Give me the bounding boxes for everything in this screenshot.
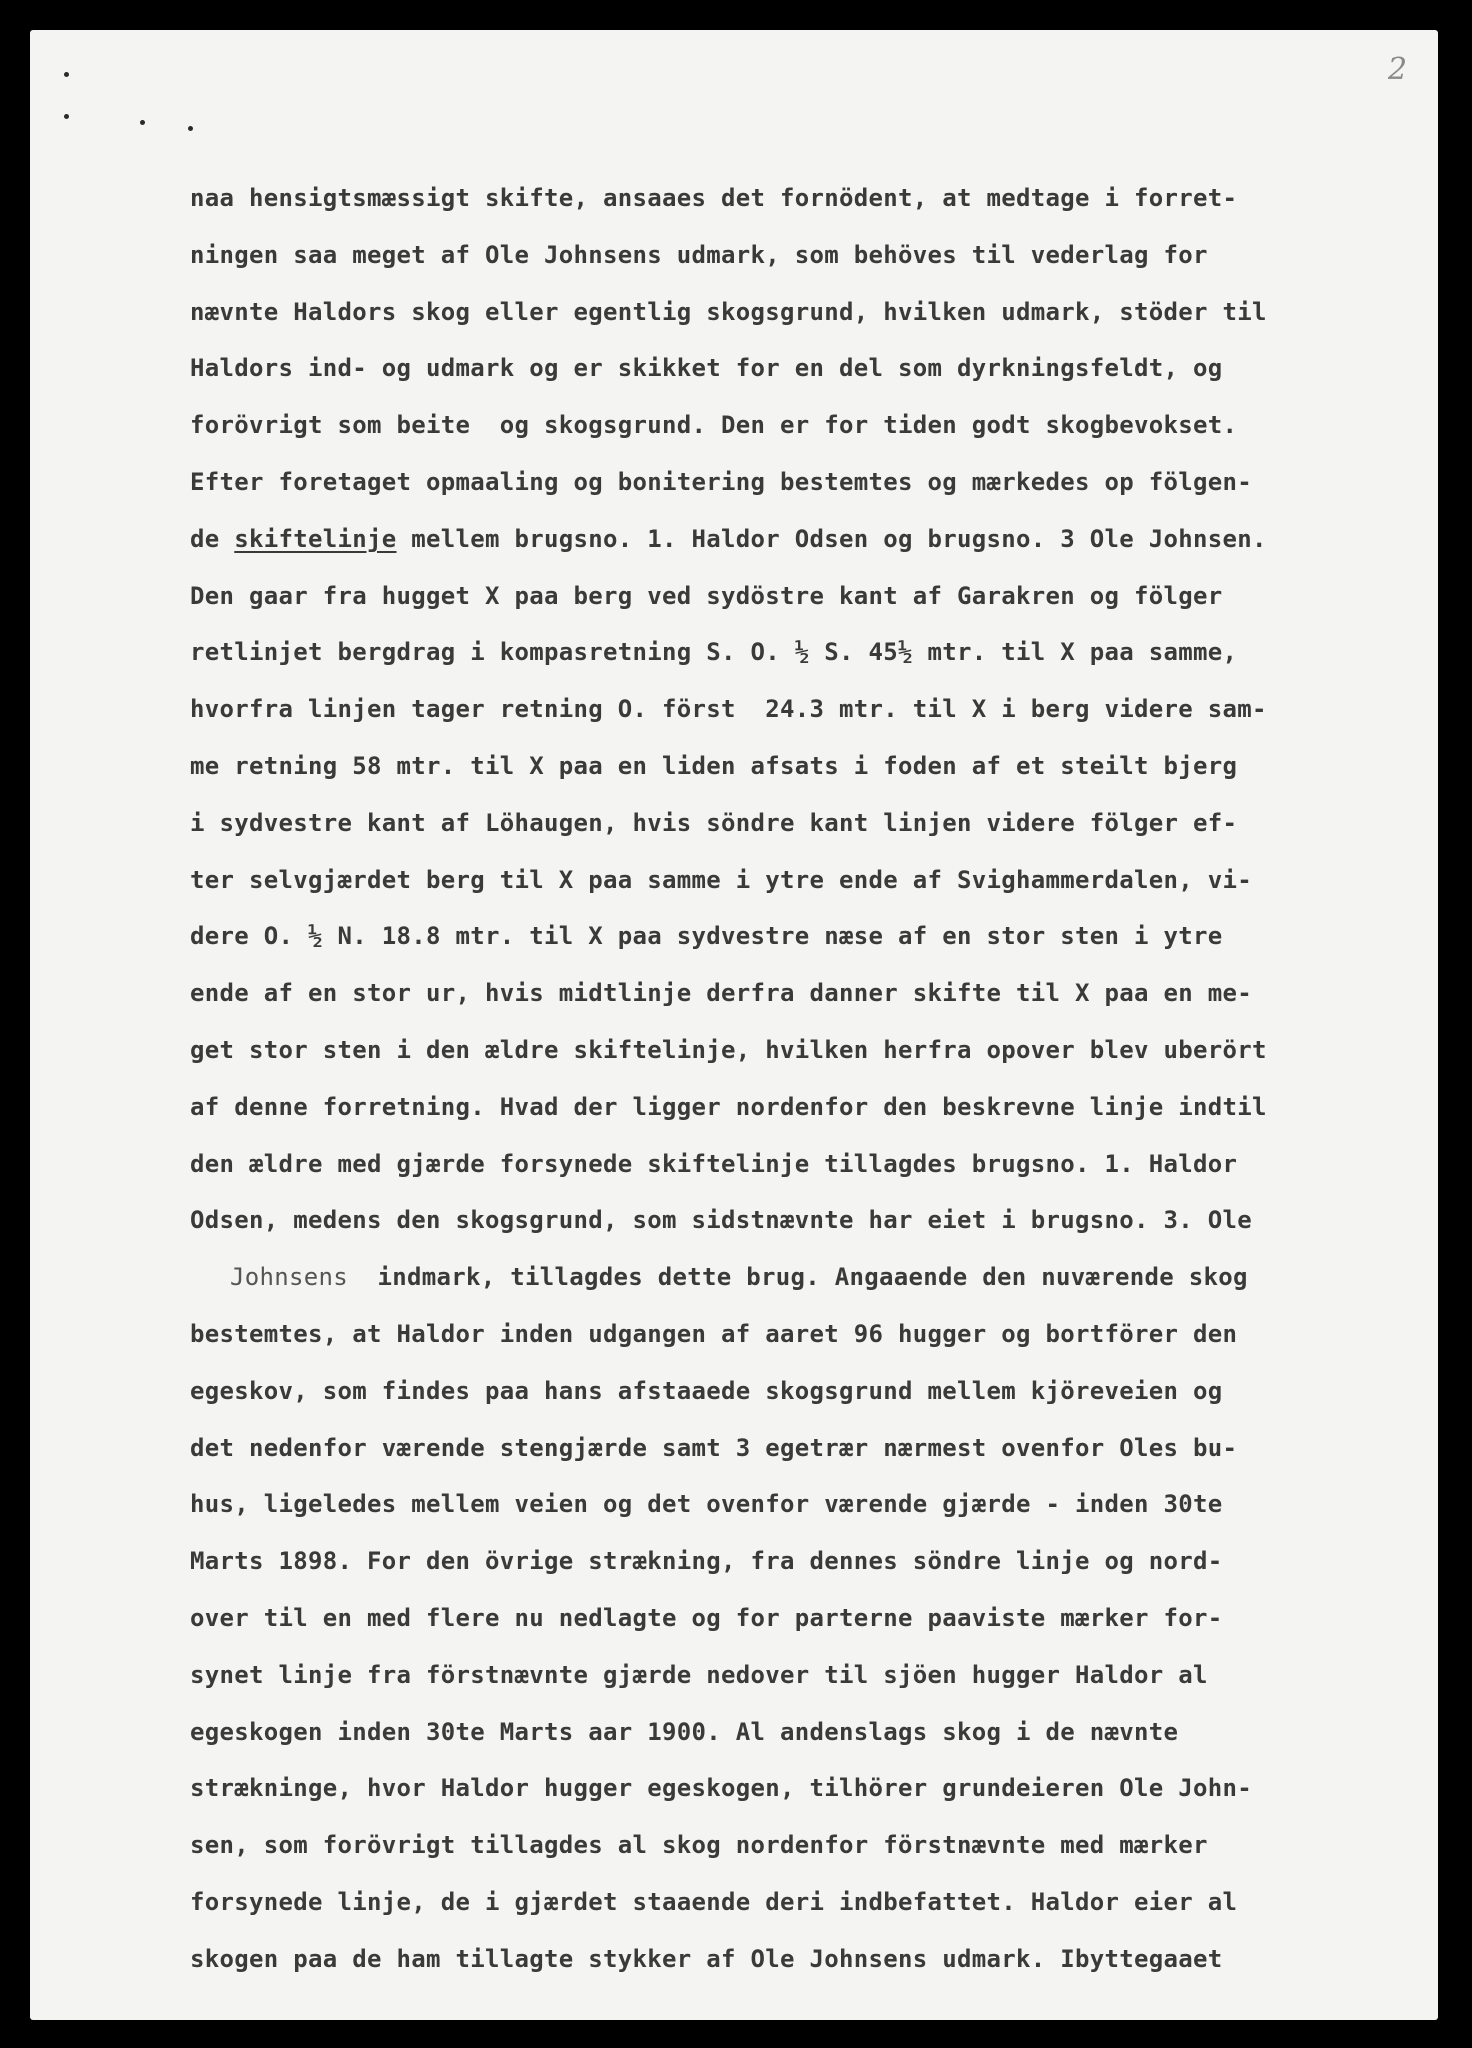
margin-dot [140, 120, 145, 125]
text-line: den ældre med gjærde forsynede skiftelinje tillagdes brugsno. 1. Haldor [190, 1149, 1238, 1178]
text-line: synet linje fra förstnævnte gjærde nedover til sjöen hugger Haldor al [190, 1660, 1208, 1689]
text-line: Haldors ind- og udmark og er skikket for en del som dyrkningsfeldt, og [190, 354, 1223, 383]
text-line: nævnte Haldors skog eller egentlig skogsgrund, hvilken udmark, stöder til [190, 297, 1267, 326]
underlined-term: skiftelinje [234, 524, 397, 553]
text-line: ter selvgjærdet berg til X paa samme i ytre ende af Svighammerdalen, vi- [190, 865, 1252, 894]
text-line: ningen saa meget af Ole Johnsens udmark, som behöves til vederlag for [190, 240, 1208, 269]
text-line: egeskov, som findes paa hans afstaaede skogsgrund mellem kjöreveien og [190, 1376, 1223, 1405]
text-line: egeskogen inden 30te Marts aar 1900. Al andenslags skog i de nævnte [190, 1717, 1179, 1746]
text-segment: de [190, 524, 235, 553]
text-line: det nedenfor værende stengjærde samt 3 egetrær nærmest ovenfor Oles bu- [190, 1433, 1238, 1462]
text-line: ende af en stor ur, hvis midtlinje derfra danner skifte til X paa en me- [190, 979, 1252, 1008]
text-line: over til en med flere nu nedlagte og for parterne paaviste mærker for- [190, 1603, 1223, 1632]
text-line: sen, som forövrigt tillagdes al skog nordenfor förstnævnte med mærker [190, 1831, 1208, 1860]
text-line: strækninge, hvor Haldor hugger egeskogen, tilhörer grundeieren Ole John- [190, 1774, 1252, 1803]
text-segment: indmark, tillagdes dette brug. Angaaende den nuværende skog [377, 1263, 1248, 1292]
document-page [30, 30, 1438, 2020]
text-line: i sydvestre kant af Löhaugen, hvis söndre kant linjen videre fölger ef- [190, 808, 1238, 837]
text-line: dere O. ½ N. 18.8 mtr. til X paa sydvestre næse af en stor sten i ytre [190, 922, 1223, 951]
text-line: af denne forretning. Hvad der ligger nordenfor den beskrevne linje indtil [190, 1092, 1267, 1121]
text-segment: Johnsens [230, 1263, 348, 1292]
text-line: forövrigt som beite og skogsgrund. Den er for tiden godt skogbevokset. [190, 411, 1238, 440]
text-line: hvorfra linjen tager retning O. först 24.3 mtr. til X i berg videre sam- [190, 695, 1267, 724]
text-line [190, 511, 1470, 568]
text-line: me retning 58 mtr. til X paa en liden afsats i foden af et steilt bjerg [190, 751, 1238, 780]
text-line: bestemtes, at Haldor inden udgangen af aaret 96 hugger og bortförer den [190, 1319, 1238, 1348]
text-line: retlinjet bergdrag i kompasretning S. O. ½ S. 45½ mtr. til X paa samme, [190, 638, 1238, 667]
text-line: skogen paa de ham tillagte stykker af Ole Johnsens udmark. Ibyttegaaet [190, 1944, 1223, 1973]
text-line: forsynede linje, de i gjærdet staaende deri indbefattet. Haldor eier al [190, 1887, 1238, 1916]
margin-dot [64, 72, 69, 77]
text-line: hus, ligeledes mellem veien og det ovenfor værende gjærde - inden 30te [190, 1490, 1223, 1519]
text-line: Efter foretaget opmaaling og bonitering bestemtes og mærkedes op fölgen- [190, 467, 1252, 496]
text-line [190, 1249, 1470, 1306]
text-gap [348, 1263, 378, 1291]
text-segment: mellem brugsno. 1. Haldor Odsen og brugsno. 3 Ole Johnsen. [396, 524, 1267, 553]
text-line: naa hensigtsmæssigt skifte, ansaaes det fornödent, at medtage i forret- [190, 184, 1238, 212]
typed-text-body [190, 170, 1470, 1988]
text-line: get stor sten i den ældre skiftelinje, hvilken herfra opover blev uberört [190, 1035, 1267, 1064]
text-line: Marts 1898. For den övrige strækning, fra dennes söndre linje og nord- [190, 1547, 1223, 1576]
page-number: 2 [1388, 52, 1408, 87]
margin-dot [188, 126, 193, 131]
text-line: Den gaar fra hugget X paa berg ved sydöstre kant af Garakren og fölger [190, 581, 1223, 610]
margin-dot [64, 114, 69, 119]
text-line: Odsen, medens den skogsgrund, som sidstnævnte har eiet i brugsno. 3. Ole [190, 1206, 1252, 1235]
